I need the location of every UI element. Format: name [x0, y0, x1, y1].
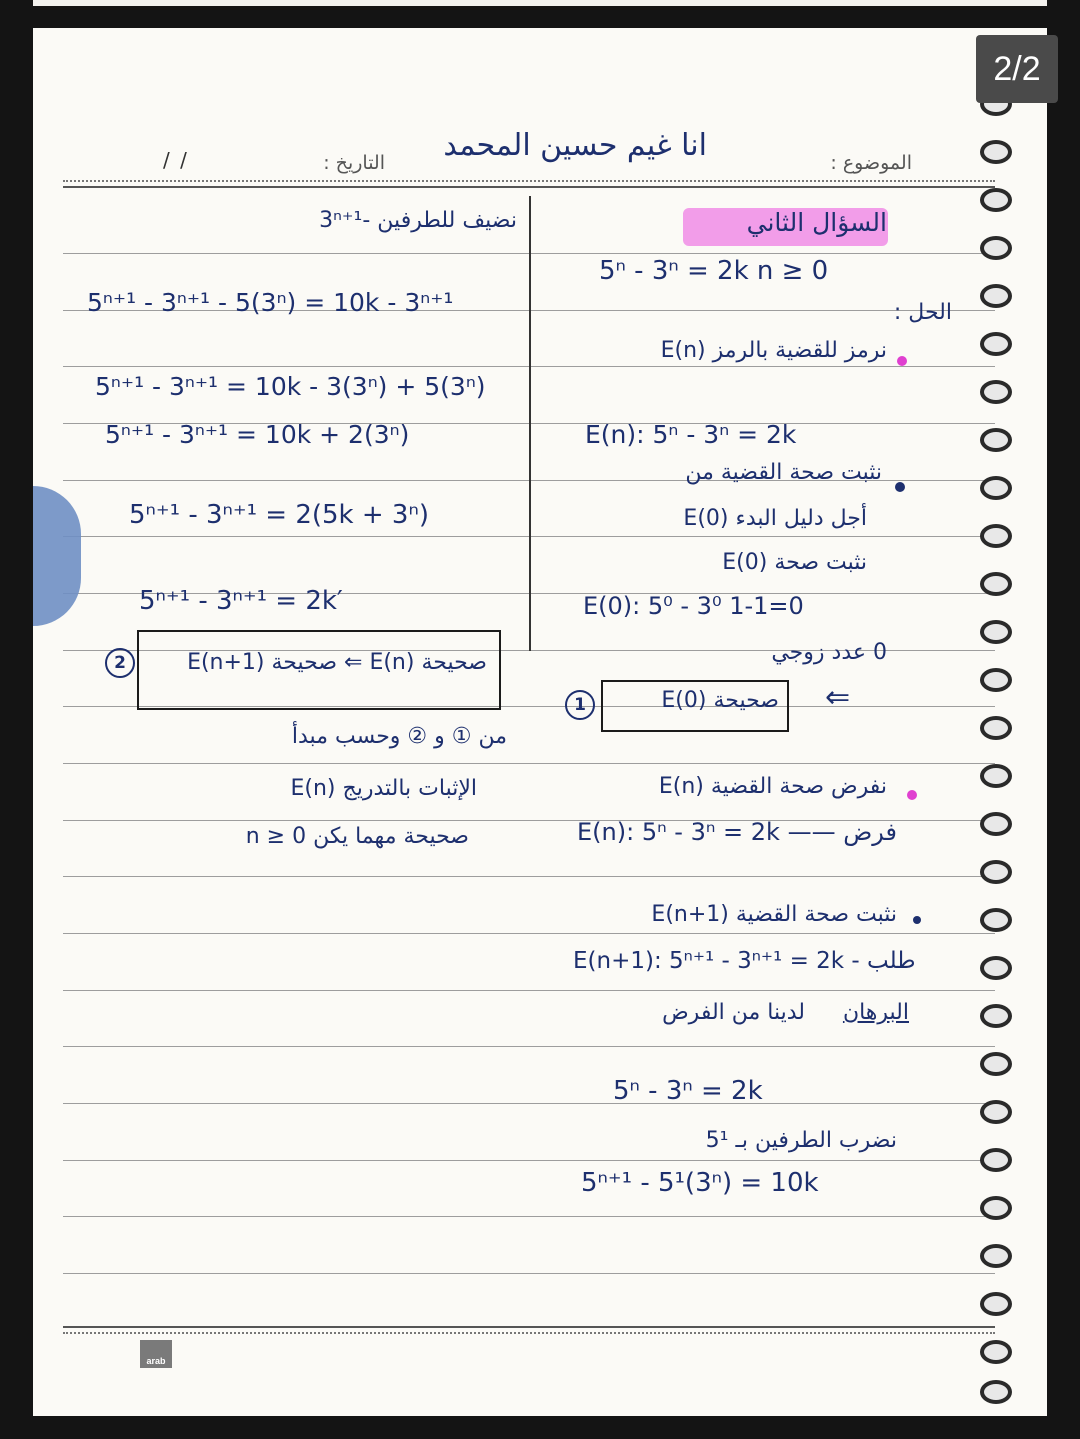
step3-text: نفرض صحة القضية E(n) — [658, 774, 887, 799]
header-dotted-rule — [63, 180, 995, 182]
spiral-ring — [980, 236, 1012, 260]
bullet — [895, 482, 905, 492]
spiral-ring — [980, 956, 1012, 980]
even-note: 0 عدد زوجي — [771, 640, 887, 665]
problem-statement: 5ⁿ - 3ⁿ = 2k n ≥ 0 — [599, 256, 829, 286]
ruled-line — [63, 876, 995, 877]
spiral-ring — [980, 716, 1012, 740]
spiral-ring — [980, 428, 1012, 452]
spiral-ring — [980, 1244, 1012, 1268]
student-name: انا غيم حسين المحمد — [443, 128, 707, 163]
box1-text: E(0) صحيحة — [661, 688, 779, 713]
bullet — [897, 356, 907, 366]
ruled-line — [63, 1103, 995, 1104]
proof-formula-2: 5ⁿ⁺¹ - 5¹(3ⁿ) = 10k — [581, 1168, 819, 1198]
footer-dotted-rule — [63, 1332, 995, 1334]
conclusion-line-2: الإثبات بالتدريج E(n) — [290, 776, 477, 801]
column-divider — [529, 196, 531, 651]
page-counter: 2/2 — [976, 35, 1058, 103]
implies-arrow: ⇐ — [825, 680, 851, 715]
step2-text-a: نثبت صحة القضية من — [685, 460, 882, 485]
step1-formula: E(n): 5ⁿ - 3ⁿ = 2k — [585, 420, 797, 449]
ruled-line — [63, 1160, 995, 1161]
step1-text: نرمز للقضية بالرمز E(n) — [660, 338, 887, 363]
ruled-line — [63, 1273, 995, 1274]
conclusion-line-1: من ① و ② وحسب مبدأ — [291, 724, 507, 749]
date-label: التاريخ : — [323, 152, 385, 174]
spiral-ring — [980, 668, 1012, 692]
equation-2: 5ⁿ⁺¹ - 3ⁿ⁺¹ = 10k - 3(3ⁿ) + 5(3ⁿ) — [95, 372, 486, 401]
equation-1: 5ⁿ⁺¹ - 3ⁿ⁺¹ - 5(3ⁿ) = 10k - 3ⁿ⁺¹ — [87, 288, 454, 317]
spiral-ring — [980, 476, 1012, 500]
brand-logo: arab — [140, 1340, 172, 1368]
ruled-line — [63, 1046, 995, 1047]
step-number-circle: 2 — [105, 648, 135, 678]
spiral-ring — [980, 1380, 1012, 1404]
step2-text-c: نثبت صحة E(0) — [722, 550, 867, 575]
step4-formula: E(n+1): 5ⁿ⁺¹ - 3ⁿ⁺¹ = 2k - طلب — [573, 948, 916, 974]
spiral-ring — [980, 284, 1012, 308]
question-title: السؤال الثاني — [746, 208, 887, 237]
bullet — [913, 916, 921, 924]
spiral-ring — [980, 1196, 1012, 1220]
spiral-ring — [980, 1004, 1012, 1028]
header-rule — [63, 186, 995, 188]
spiral-ring — [980, 1292, 1012, 1316]
spiral-ring — [980, 620, 1012, 644]
spiral-ring — [980, 764, 1012, 788]
box2-text: E(n+1) صحيحة ⇐ E(n) صحيحة — [187, 650, 487, 675]
step2-formula: E(0): 5⁰ - 3⁰ 1-1=0 — [583, 592, 804, 620]
ruled-line — [63, 763, 995, 764]
bullet — [907, 790, 917, 800]
notebook-page — [33, 28, 1047, 1416]
subtract-text: نضيف للطرفين -3ⁿ⁺¹ — [319, 208, 517, 233]
spiral-ring — [980, 524, 1012, 548]
ruled-line — [63, 990, 995, 991]
spiral-ring — [980, 380, 1012, 404]
proof-label: البرهان — [842, 1000, 909, 1025]
multiply-text: نضرب الطرفين بـ 5¹ — [705, 1128, 897, 1153]
ruled-line — [63, 1216, 995, 1217]
spiral-ring — [980, 1340, 1012, 1364]
step2-text-b: أجل دليل البدء E(0) — [683, 506, 867, 531]
step4-text: نثبت صحة القضية E(n+1) — [651, 902, 897, 927]
conclusion-line-3: صحيحة مهما يكن n ≥ 0 — [245, 824, 469, 849]
equation-5: 5ⁿ⁺¹ - 3ⁿ⁺¹ = 2k′ — [139, 586, 343, 616]
spiral-ring — [980, 140, 1012, 164]
proof-text: لدينا من الفرض — [662, 1000, 805, 1025]
step3-formula: E(n): 5ⁿ - 3ⁿ = 2k —— فرض — [577, 818, 897, 846]
solution-label: الحل : — [893, 300, 952, 325]
spiral-ring — [980, 1100, 1012, 1124]
spiral-ring — [980, 332, 1012, 356]
equation-3: 5ⁿ⁺¹ - 3ⁿ⁺¹ = 10k + 2(3ⁿ) — [105, 420, 410, 449]
proof-formula-1: 5ⁿ - 3ⁿ = 2k — [613, 1076, 763, 1106]
subject-label: الموضوع : — [830, 152, 912, 174]
step-number-circle: 1 — [565, 690, 595, 720]
spiral-ring — [980, 812, 1012, 836]
spiral-ring — [980, 188, 1012, 212]
spiral-ring — [980, 1052, 1012, 1076]
date-slashes: / / — [163, 148, 189, 172]
footer-rule — [63, 1326, 995, 1328]
previous-page-edge — [33, 0, 1047, 6]
spiral-ring — [980, 908, 1012, 932]
spiral-ring — [980, 860, 1012, 884]
spiral-ring — [980, 1148, 1012, 1172]
spiral-ring — [980, 572, 1012, 596]
equation-4: 5ⁿ⁺¹ - 3ⁿ⁺¹ = 2(5k + 3ⁿ) — [129, 500, 429, 530]
ruled-line — [63, 933, 995, 934]
finger-shadow — [33, 486, 81, 626]
